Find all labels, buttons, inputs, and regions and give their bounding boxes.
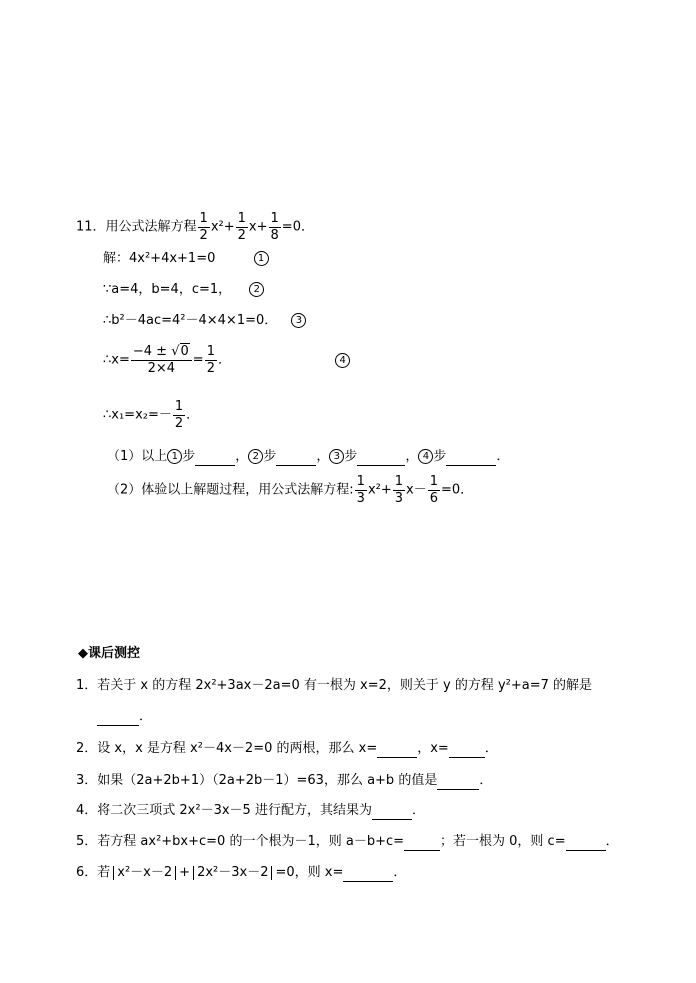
fraction: $\frac{1}{2}$: [206, 344, 215, 376]
period: ．: [484, 741, 498, 756]
answer-blank[interactable]: [276, 449, 316, 466]
question-6: [76, 865, 406, 882]
question-1: [76, 678, 592, 694]
separator: ，: [316, 449, 330, 464]
step-text: ∵a=4，b=4，c=1，: [103, 282, 232, 297]
period: ．: [496, 449, 510, 464]
section-title: ◆课后测控: [78, 646, 140, 661]
step-marker: 3: [291, 313, 306, 328]
answer-blank[interactable]: [446, 449, 496, 466]
term: ．: [217, 352, 231, 368]
step-word: 步: [263, 449, 277, 464]
plus: +: [179, 865, 191, 880]
step-word: 步: [433, 449, 447, 464]
step-marker: 2: [248, 449, 263, 464]
question-text: ；若一根为 0，则 c=: [440, 834, 566, 849]
fraction: $\frac{1}{3}$: [394, 474, 404, 506]
question-4: [76, 803, 425, 820]
part-label: （2）体验以上解题过程，用公式法解方程:: [107, 482, 354, 498]
step-marker: 1: [167, 449, 182, 464]
term: =0．: [441, 482, 474, 498]
step-text: ∴x₁=x₂=－: [103, 407, 172, 423]
step-marker: 2: [249, 282, 264, 297]
equals: =: [192, 352, 204, 368]
term: x²+: [210, 219, 235, 235]
fraction: $\frac{-4 \pm √0}{2\times 4}$: [131, 345, 192, 375]
step-word: 步: [344, 449, 358, 464]
question-2: [76, 741, 498, 758]
q11-step3: [103, 313, 306, 329]
q11-statement: [76, 212, 314, 242]
question-text: 3．如果（2a+2b+1）（2a+2b－1）=63，那么 a+b 的值是: [76, 773, 438, 788]
answer-blank[interactable]: [449, 741, 485, 758]
question-text: ，x=: [417, 741, 449, 756]
answer-blank[interactable]: [566, 834, 606, 851]
answer-blank[interactable]: [195, 449, 235, 466]
question-text: 4．将二次三项式 2x²－3x－5 进行配方，其结果为: [76, 803, 372, 818]
numerator: −4 ±: [132, 344, 168, 359]
abs-bar: [175, 866, 176, 880]
fraction: $\frac{1}{2}$: [237, 211, 246, 243]
answer-blank[interactable]: [437, 773, 479, 790]
step-text: ∴b²－4ac=4²－4×4×1=0．: [103, 313, 278, 328]
question-text: =0，则 x=: [275, 865, 344, 880]
abs-bar: [193, 866, 194, 880]
term: =0．: [281, 219, 314, 235]
abs-expression: 2x²－3x－2: [197, 865, 269, 880]
step-marker: 1: [254, 251, 269, 266]
period: ．: [479, 773, 493, 788]
fraction: $\frac{1}{2}$: [199, 211, 208, 243]
term: x+: [248, 219, 268, 235]
abs-bar: [271, 866, 272, 880]
step-marker: 3: [329, 449, 344, 464]
answer-blank[interactable]: [357, 449, 405, 466]
abs-bar: [113, 866, 114, 880]
answer-blank[interactable]: [372, 803, 412, 820]
term: x－: [406, 482, 427, 498]
period: ．: [605, 834, 619, 849]
step-word: 步: [182, 449, 196, 464]
q11-part1: [107, 449, 509, 466]
answer-blank[interactable]: [377, 741, 417, 758]
answer-blank[interactable]: [97, 709, 139, 726]
question-text: 5．若方程 ax²+bx+c=0 的一个根为－1，则 a－b+c=: [76, 834, 405, 849]
fraction: $\frac{1}{2}$: [174, 399, 184, 431]
question-1-answer: [97, 709, 152, 726]
fraction: $\frac{1}{3}$: [356, 474, 365, 506]
answer-blank[interactable]: [343, 865, 393, 882]
period: ．: [411, 803, 425, 818]
step-text: ∴x=: [103, 352, 130, 368]
term: x²+: [367, 482, 392, 498]
step-marker: 4: [335, 353, 350, 368]
q11-step1: [103, 251, 269, 267]
question-text: 2．设 x，x 是方程 x²－4x－2=0 的两根，那么 x=: [76, 741, 378, 756]
answer-blank[interactable]: [404, 834, 440, 851]
q11-prefix: 11．用公式法解方程: [76, 219, 197, 235]
abs-expression: x²－x－2: [117, 865, 173, 880]
q11-part2: [107, 475, 473, 505]
period: ．: [393, 865, 407, 880]
question-text: 1．若关于 x 的方程 2x²+3ax－2a=0 有一根为 x=2，则关于 y 的方程 y²+a=7 的解是: [76, 678, 593, 693]
period: ．: [139, 709, 153, 724]
question-text: 6．若: [76, 865, 111, 880]
q11-step4: [103, 345, 350, 375]
question-5: [76, 834, 619, 851]
step-marker: 4: [418, 449, 433, 464]
step-text: 解：4x²+4x+1=0: [103, 251, 216, 266]
fraction: $\frac{1}{8}$: [270, 211, 279, 243]
term: ．: [186, 407, 200, 423]
part-label: （1）以上: [107, 449, 168, 464]
sqrt-icon: √0: [171, 344, 189, 359]
question-3: [76, 773, 492, 790]
q11-step2: [103, 282, 264, 298]
separator: ，: [235, 449, 249, 464]
fraction: $\frac{1}{6}$: [429, 474, 439, 506]
separator: ，: [405, 449, 419, 464]
q11-step5: [103, 400, 199, 430]
